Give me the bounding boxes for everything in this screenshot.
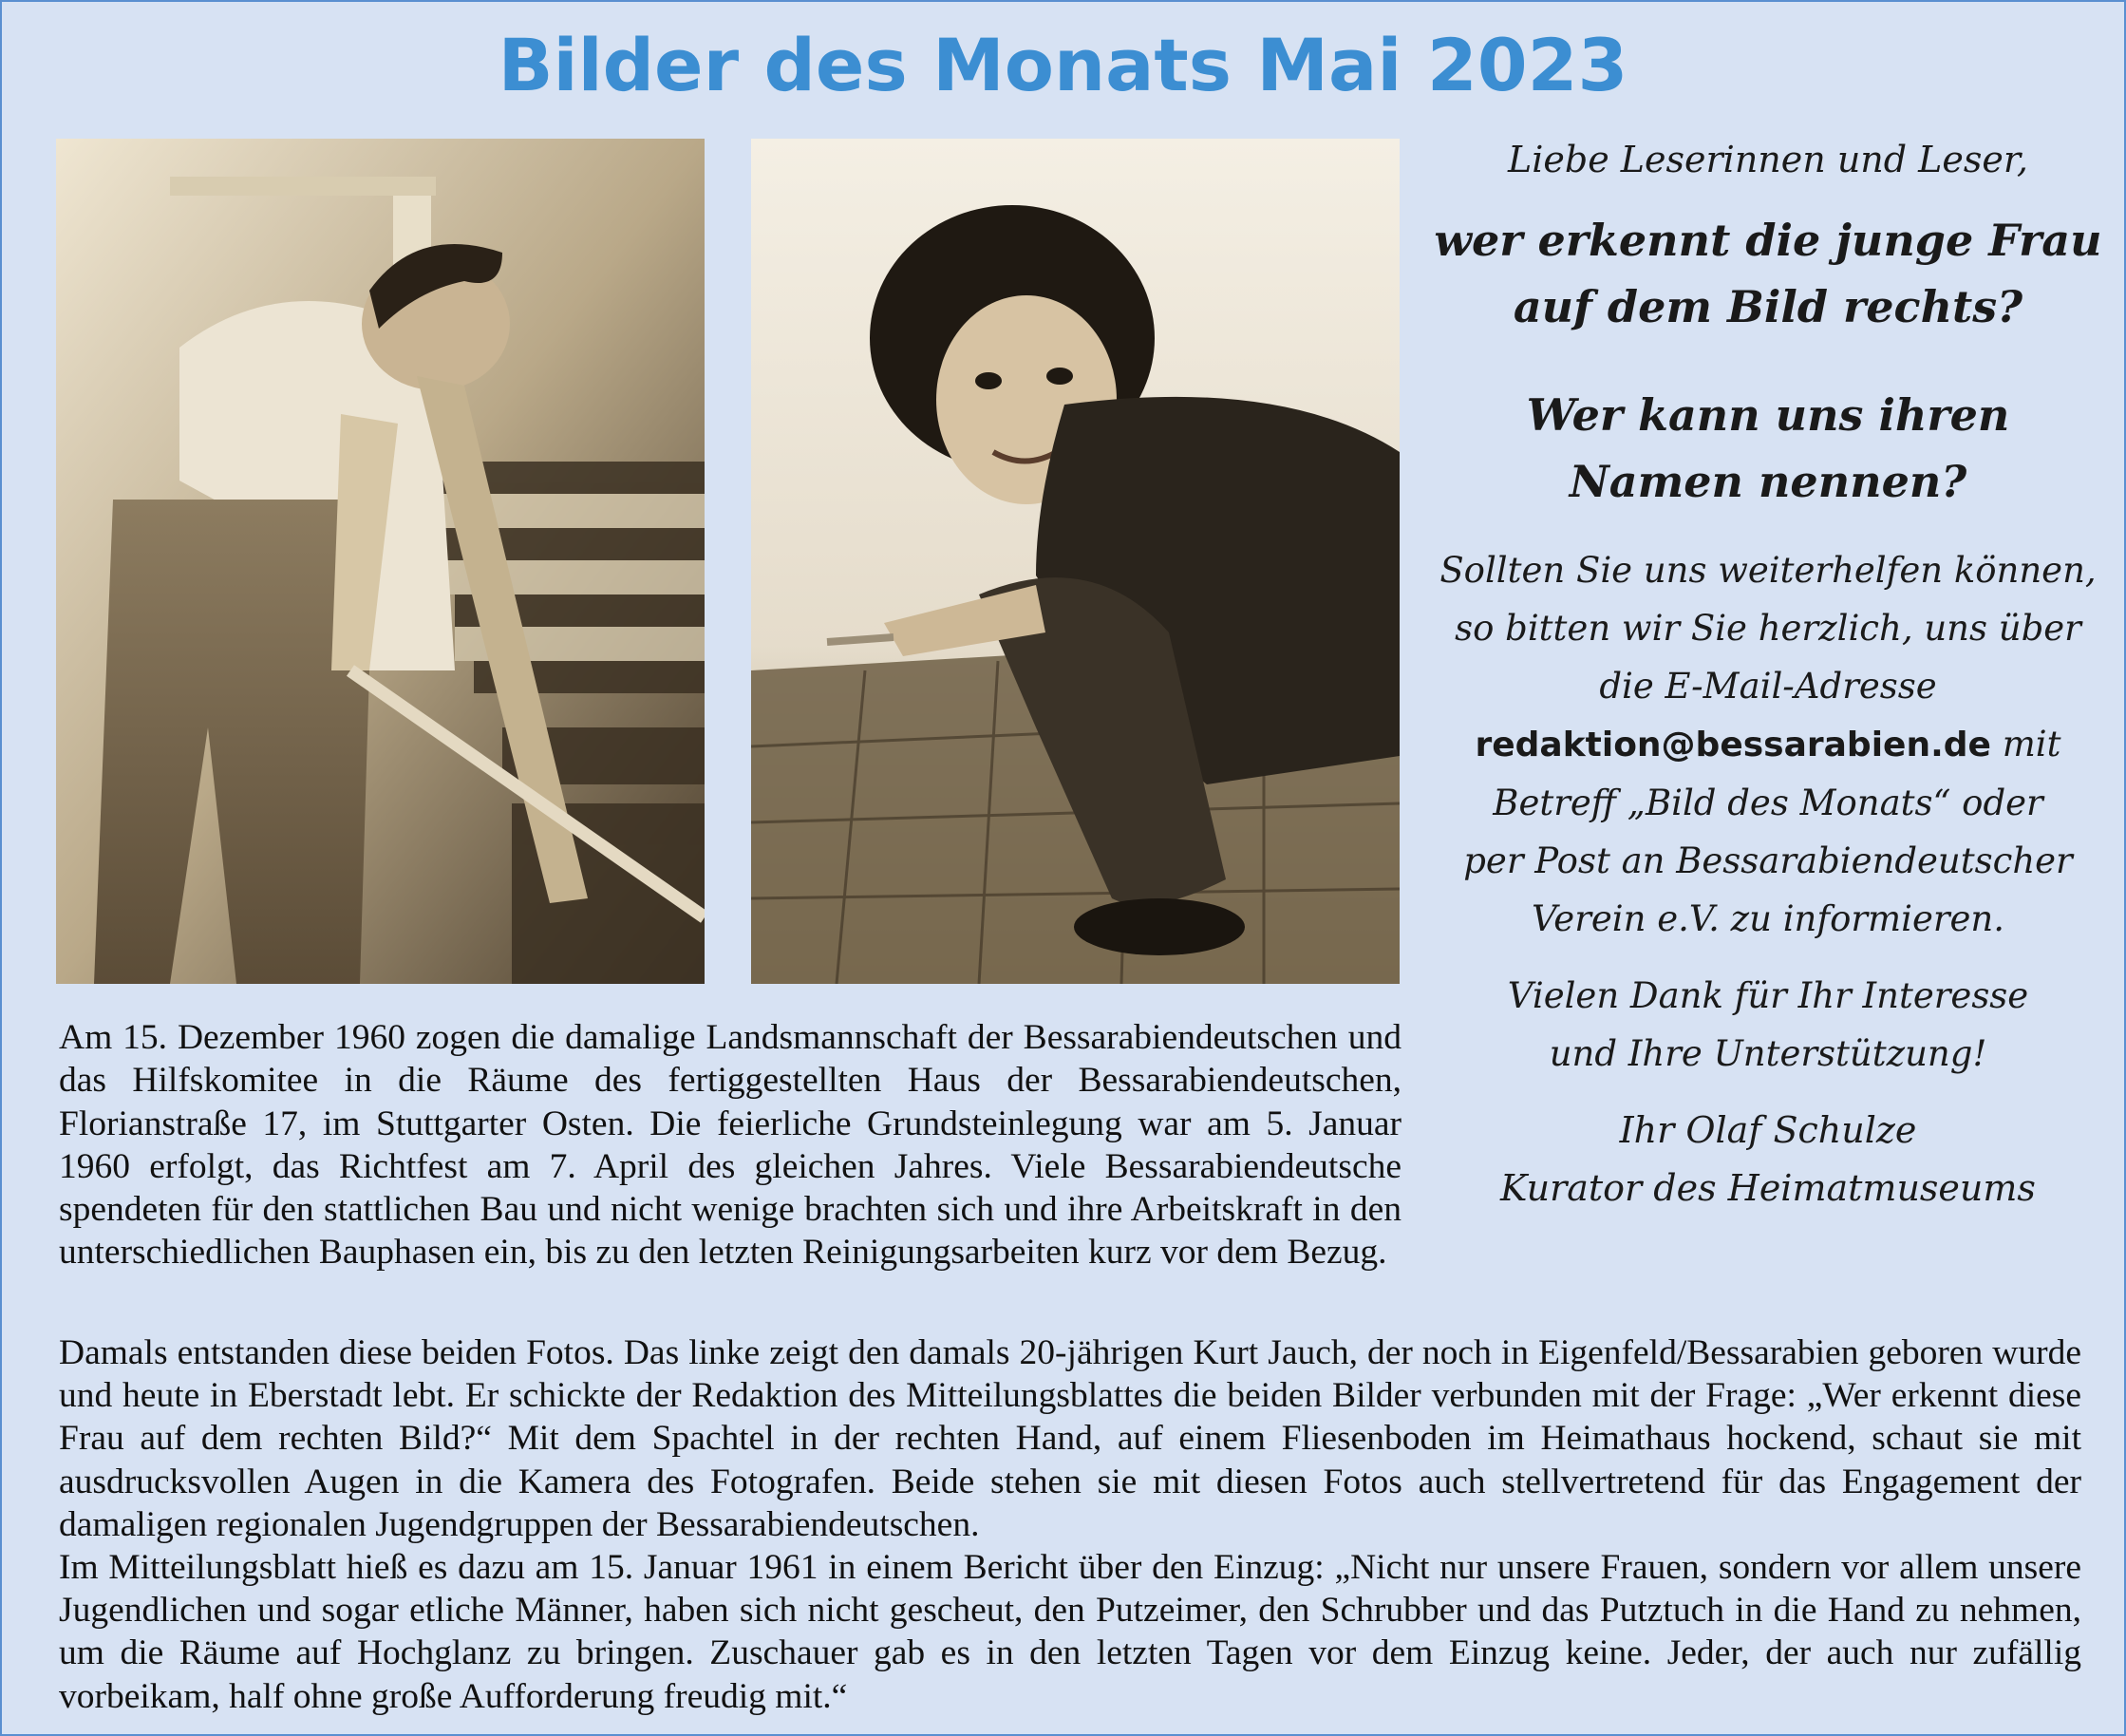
body-line: Sollten Sie uns weiterhelfen können, — [1439, 550, 2097, 591]
body-line: per Post an Bessarabiendeutscher — [1463, 840, 2073, 881]
contact-instructions — [1431, 541, 2105, 948]
appeal-box — [1431, 133, 2105, 1217]
question-line: wer erkennt die junge Frau — [1434, 215, 2102, 266]
body-line: Verein e.V. zu informieren. — [1531, 898, 2005, 939]
photo-woman-icon — [751, 139, 1400, 984]
question-line: Wer kann uns ihren — [1526, 389, 2010, 441]
signature-name: Ihr Olaf Schulze — [1619, 1109, 1917, 1151]
email-suffix: mit — [1990, 724, 2061, 764]
email-line — [1431, 715, 2105, 774]
article-paragraphs — [59, 1331, 2081, 1718]
paragraph: Am 15. Dezember 1960 zogen die damalige Landsmannschaft der Bessarabiendeutschen und das Hilfskomitee in die Räume des fertiggestellten Haus der Bessarabiendeutschen, Florianstraße 17, im Stuttgarter Osten. Die feierliche Grundsteinlegung war am 5. Januar 1960 erfolgt, das Richtfest am 7. April des gleichen Jahres. Viele Bessarabiendeutsche spendeten für den stattlichen Bau und nicht wenige brachten sich und ihre Arbeitskraft in den unterschiedlichen Bauphasen ein, bis zu den letzten Reinigungsarbeiten kurz vor dem Bezug. — [59, 1018, 1402, 1273]
thanks-line: und Ihre Unterstützung! — [1549, 1033, 1987, 1074]
photo-woman-crouching — [751, 139, 1400, 984]
body-line: Betreff „Bild des Monats“ oder — [1493, 783, 2043, 823]
page-title: Bilder des Monats Mai 2023 — [498, 23, 1628, 107]
thanks-line: Vielen Dank für Ihr Interesse — [1507, 975, 2029, 1016]
body-line: die E-Mail-Adresse — [1599, 666, 1937, 707]
email-link[interactable]: redaktion@bessarabien.de — [1475, 726, 1991, 764]
photo-man-icon — [56, 139, 705, 984]
signature-role: Kurator des Heimatmuseums — [1500, 1167, 2036, 1209]
question-line: auf dem Bild rechts? — [1513, 281, 2023, 332]
article-paragraph-1 — [59, 1016, 1402, 1274]
signature — [1431, 1102, 2105, 1217]
paragraph: Damals entstanden diese beiden Fotos. Das linke zeigt den damals 20-jährigen Kurt Jauch, der noch in Eigenfeld/Bessarabien geboren wurde und heute in Eberstadt lebt. Er schickte der Redaktion des Mitteilungsblattes die beiden Bilder verbunden mit der Frage: „Wer erkennt diese Frau auf dem rechten Bild?“ Mit dem Spachtel in der rechten Hand, auf einem Fliesenboden im Heimathaus hockend, schaut sie mit ausdrucksvollen Augen in die Kamera des Fotografen. Beide stehen sie mit diesen Fotos auch stellvertretend für das Engagement der damaligen regionalen Jugendgruppen der Bessarabiendeutschen. — [59, 1333, 2081, 1544]
paragraph: Im Mitteilungsblatt hieß es dazu am 15. Januar 1961 in einem Bericht über den Einzug: „Nicht nur unsere Frauen, sondern vor allem unsere Jugendlichen und sogar etliche Männer, haben sich nicht gescheut, den Putzeimer, den Schrubber und das Putztuch in die Hand zu nehmen, um die Räume auf Hochglanz zu bringen. Zuschauer gab es in den letzten Tagen vor dem Einzug keine. Jeder, der auch nur zufällig vorbeikam, half ohne große Aufforderung freudig mit.“ — [59, 1548, 2081, 1716]
greeting: Liebe Leserinnen und Leser, — [1508, 139, 2028, 180]
photo-man-scrubbing — [56, 139, 705, 984]
question-line: Namen nennen? — [1569, 456, 1967, 507]
thanks — [1431, 967, 2105, 1083]
body-line: so bitten wir Sie herzlich, uns über — [1455, 608, 2081, 649]
